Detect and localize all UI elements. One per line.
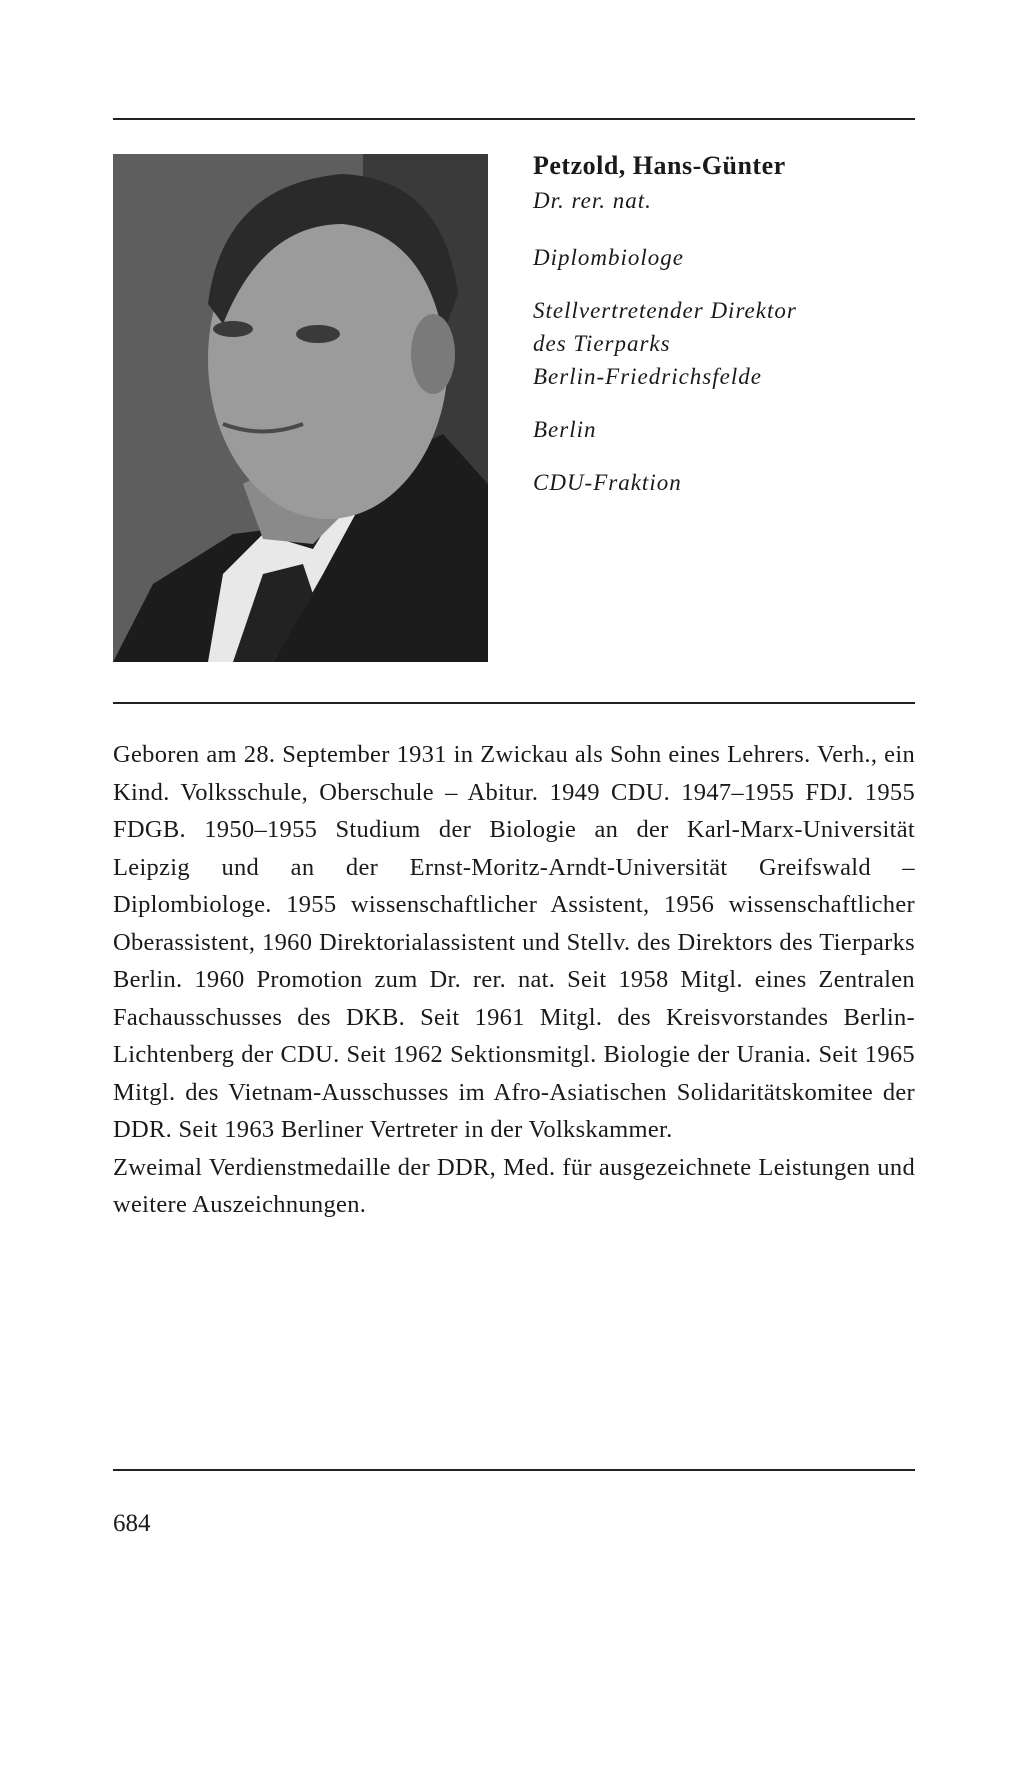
person-name: Petzold, Hans-Günter [533,151,786,180]
biography-paragraph: Geboren am 28. September 1931 in Zwickau als Sohn eines Lehrers. Verh., ein Kind. Volksschule, Oberschule – Abitur. 1949 CDU. 1947–1955 FDJ. 1955 FDGB. 1950–1955 Studium der Biologie an der Karl-Marx-Universität Leipzig und an der Ernst-Moritz-Arndt-Universität Greifswald – Diplombiologe. 1955 wissenschaftlicher Assistent, 1956 wissenschaftlicher Oberassistent, 1960 Direktorialassistent und Stellv. des Direktors des Tierparks Berlin. 1960 Promotion zum Dr. rer. nat. Seit 1958 Mitgl. eines Zentralen Fachausschusses des DKB. Seit 1961 Mitgl. des Kreisvorstandes Berlin-Lichtenberg der CDU. Seit 1962 Sektionsmitgl. Biologie der Urania. Seit 1965 Mitgl. des Vietnam-Ausschusses im Afro-Asiatischen Solidaritätskomitee der DDR. Seit 1963 Berliner Vertreter in der Volkskammer. [113,741,915,1143]
bottom-rule [113,1469,915,1471]
academic-degree: Dr. rer. nat. [533,188,652,213]
portrait-photo [113,154,488,662]
entry-header [533,148,923,499]
page-number: 684 [113,1510,151,1537]
position-line-1: Stellvertretender Direktor [533,298,797,323]
faction: CDU-Fraktion [533,470,682,495]
top-rule [113,118,915,120]
biography [113,736,915,1224]
biography-awards: Zweimal Verdienstmedaille der DDR, Med. für ausgezeichnete Leistungen und weitere Auszeichnungen. [113,1153,915,1218]
position-line-2: des Tierparks [533,331,671,356]
middle-rule [113,702,915,704]
profession: Diplombiologe [533,245,684,270]
position-line-3: Berlin-Friedrichsfelde [533,364,762,389]
city: Berlin [533,417,597,442]
